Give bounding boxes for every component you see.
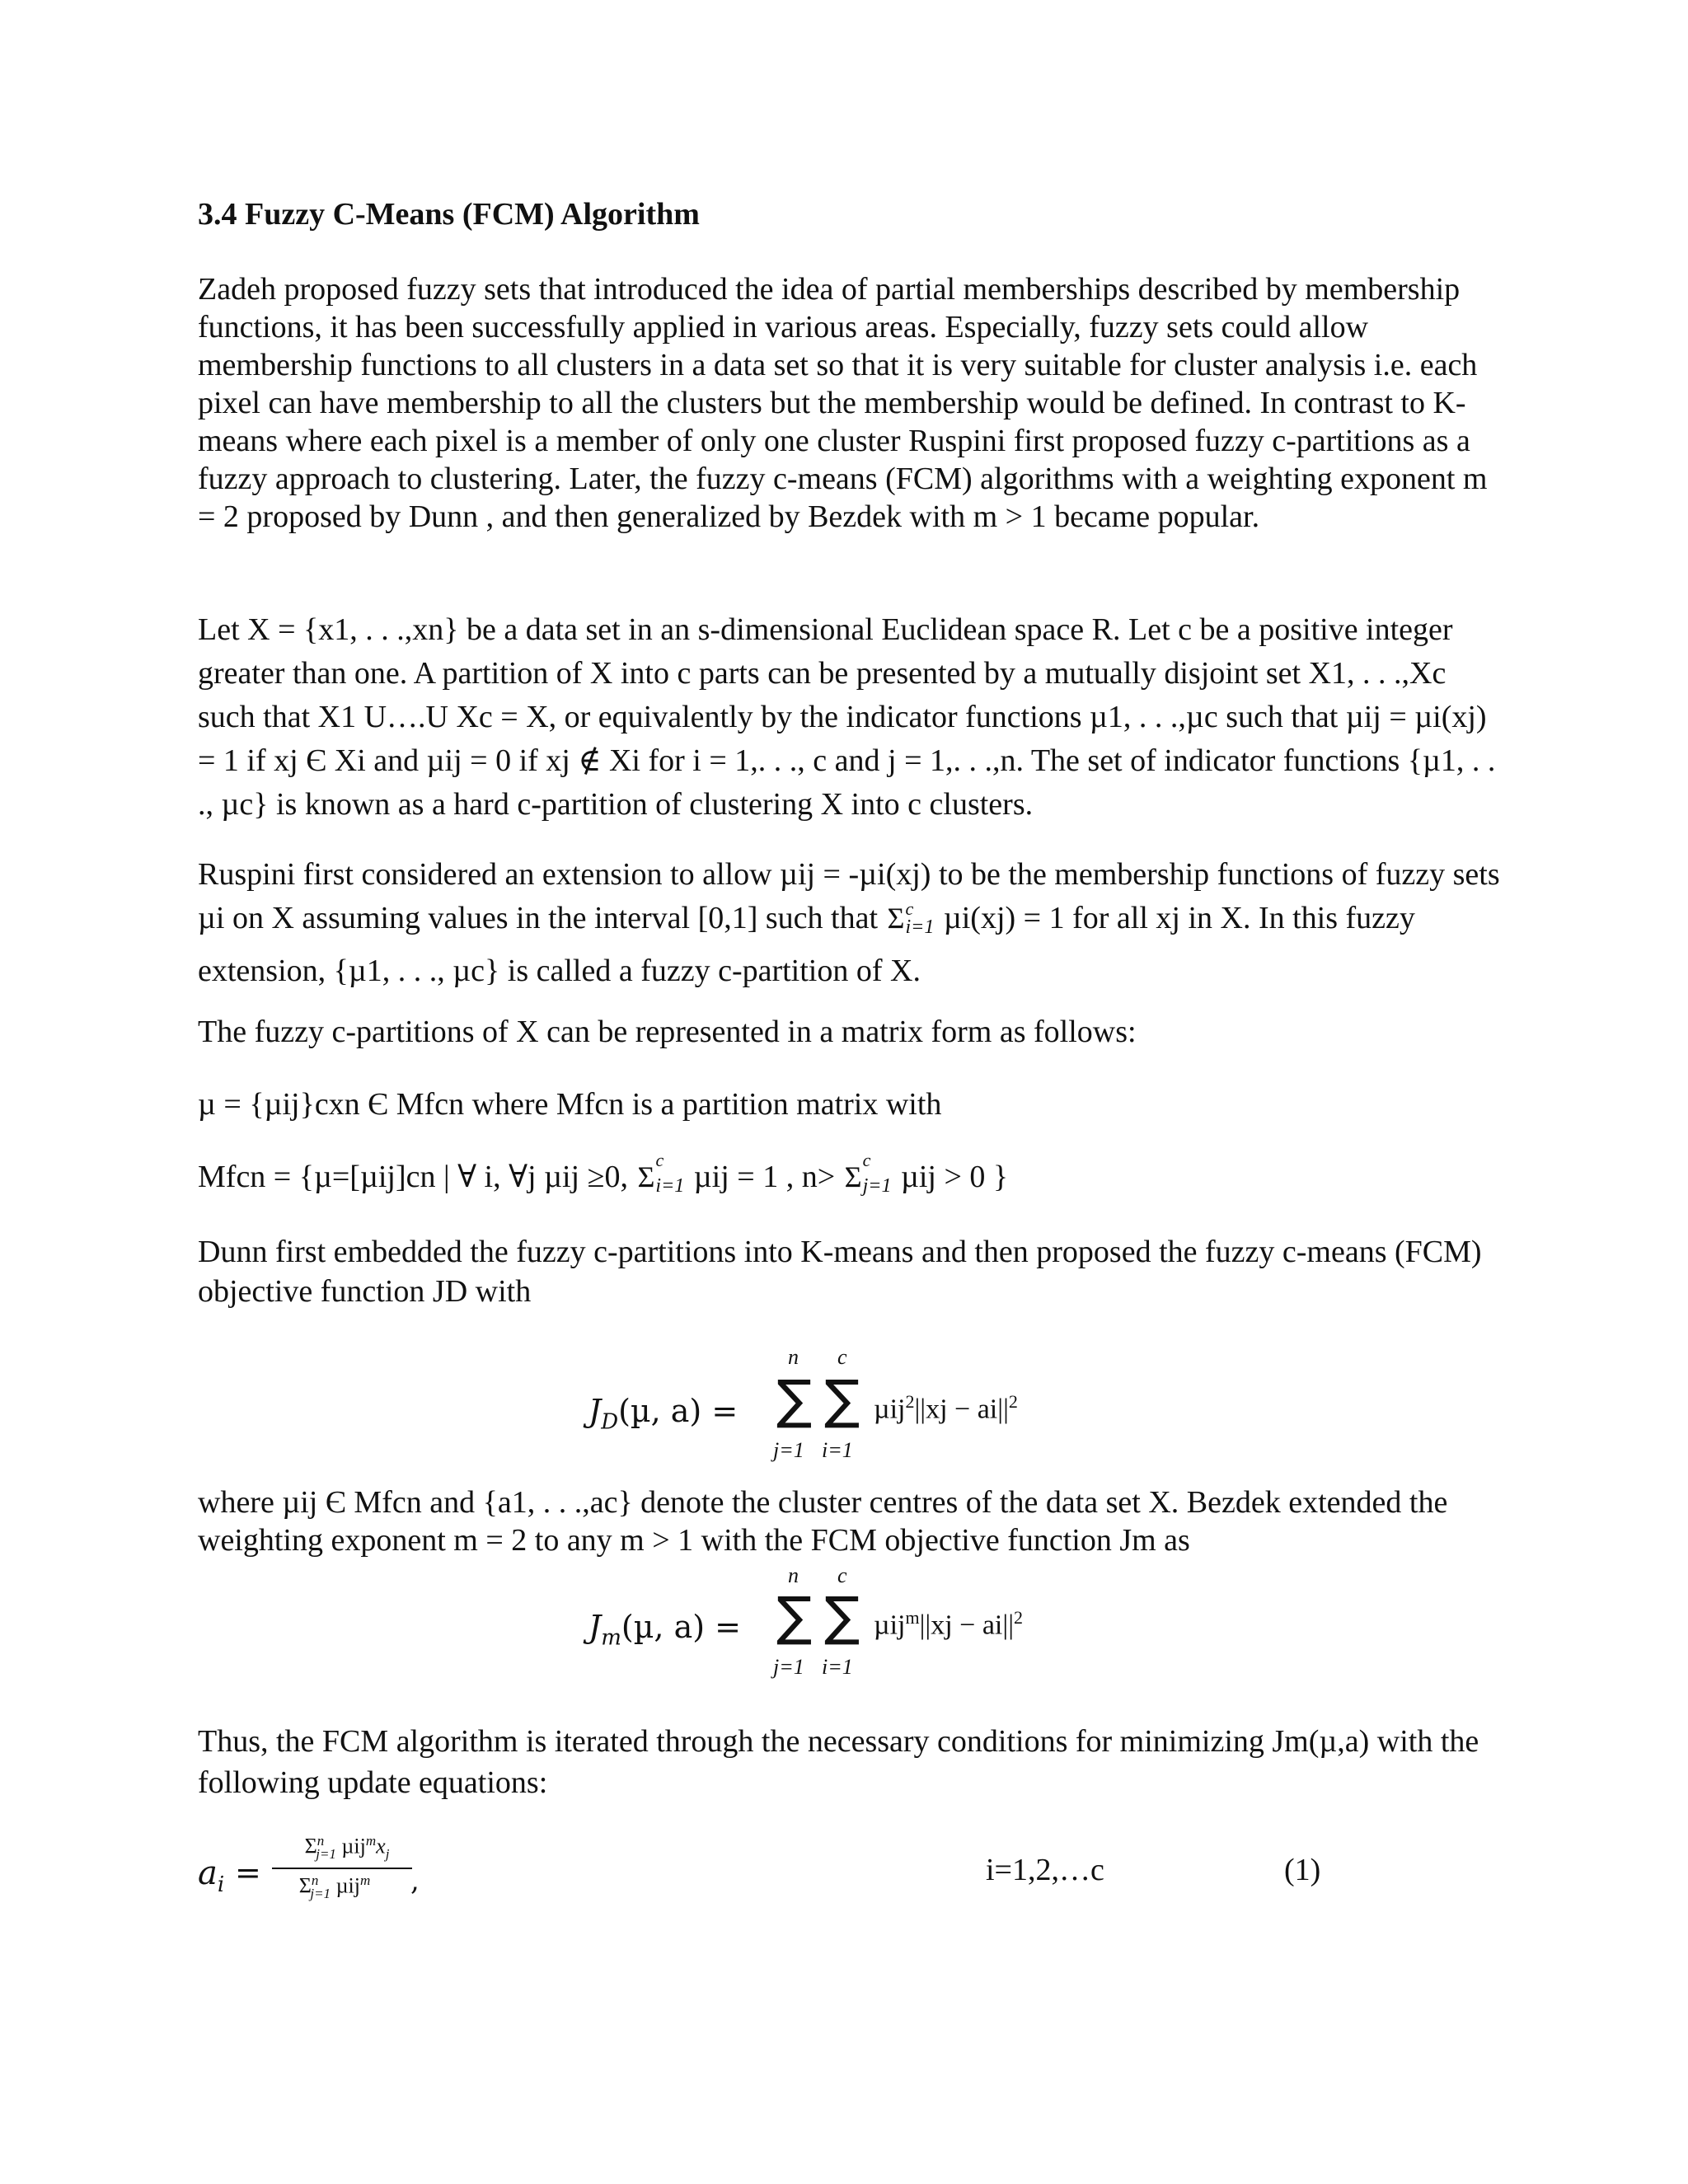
equation-lhs: $J_m(\mu$, a) = (588, 1609, 741, 1651)
section-heading: 3.4 Fuzzy C-Means (FCM) Algorithm (198, 197, 700, 232)
paragraph-dunn: Dunn first embedded the fuzzy c-partitions into K-means and then proposed the fuzzy c-means (FCM) objective function JD with (198, 1235, 1482, 1309)
paragraph-intro: Zadeh proposed fuzzy sets that introduced the idea of partial memberships described by membership functions, it has been successfully applied in various areas. Especially, fuzzy sets could allow membership functions to all clusters in a data set so that it is very suitable for cluster analysis i.e. each pixel can have membership to all the clusters but the membership would be defined. In contrast to K-means where each pixel is a member of only one cluster Ruspini first proposed fuzzy c-partitions as a fuzzy approach to clustering. Later, the fuzzy c-means (FCM) algorithms with a weighting exponent m = 2 proposed by Dunn , and then generalized by Bezdek with m > 1 became popular. (198, 272, 1488, 534)
text-run: µi(xj) = 1 for all xj in X. In this fuzzy extension, {µ1, . . ., µc} is called a fuzzy c-partition of X. (198, 901, 1415, 988)
sum-lower-limit: i=1 (655, 1175, 685, 1197)
outer-sum-upper: n (788, 1563, 799, 1587)
text-run: µij > 0 } (893, 1160, 1009, 1194)
matrix-form-line: The fuzzy c-partitions of X can be represented in a matrix form as follows: (198, 1015, 1137, 1049)
summation-inline: $\Sigma_{j=1}$ c (844, 1150, 892, 1197)
inner-sum-upper: c (837, 1563, 847, 1587)
fraction-numerator: $\Sigma^n_{j=1}$ $\mu ij^mx_j$ (304, 1833, 390, 1862)
outer-sigma: ∑ (776, 1370, 813, 1431)
outer-sum-lower: j=1 (773, 1655, 804, 1679)
text-run: Ruspini first considered an extension to allow µij = -µi(xj) to be the membership functions of fuzzy sets µi on X assuming values in the interval [0,1] such that (198, 857, 1500, 935)
outer-sigma: ∑ (776, 1586, 813, 1647)
sum-upper-limit: c (905, 898, 914, 919)
inner-sigma: ∑ (824, 1370, 860, 1431)
inner-sum-upper: c (837, 1345, 847, 1369)
mu-definition-line: µ = {µij}cxn Є Mfcn where Mfcn is a partition matrix with (198, 1087, 942, 1122)
equation-body: $\mu ij^m||xj - ai||^2$ (874, 1607, 1023, 1641)
equation-lhs: $a_i$ (198, 1854, 225, 1897)
inner-sum-lower: i=1 (822, 1438, 853, 1462)
sum-lower-limit: i=1 (905, 916, 935, 938)
outer-sum-lower: j=1 (773, 1438, 804, 1462)
paragraph-bezdek: where µij Є Mfcn and {a1, . . .,ac} denote the cluster centres of the data set X. Bezdek extended the weighting exponent m = 2 to any m > 1 with the FCM objective function Jm as (198, 1485, 1448, 1558)
equation-lhs: $J_D(\mu$, a) = (588, 1393, 738, 1435)
equation-comma: , (410, 1864, 420, 1897)
equation-number: (1) (1284, 1853, 1321, 1887)
summation-inline: $\Sigma_{i=1}$ c (637, 1150, 685, 1197)
sum-lower-limit: j=1 (862, 1175, 892, 1197)
paragraph-fuzzy-partition (198, 853, 1500, 993)
inner-sum-lower: i=1 (822, 1655, 853, 1679)
index-range: i=1,2,…c (986, 1853, 1104, 1887)
paragraph-update: Thus, the FCM algorithm is iterated through the necessary conditions for minimizing Jm(µ,a) with the following update equations: (198, 1724, 1479, 1800)
outer-sum-upper: n (788, 1345, 799, 1369)
mfcn-definition-line (198, 1150, 1009, 1197)
text-run: µij = 1 , n> (686, 1160, 843, 1194)
fraction-bar (272, 1868, 412, 1869)
inner-sigma: ∑ (824, 1586, 860, 1647)
equation-body: $\mu ij^2||xj - ai||^2$ (874, 1391, 1018, 1425)
fraction-denominator: $\Sigma^n_{j=1}$ µij$^m$ (298, 1872, 371, 1901)
text-run: Mfcn = {µ=[µij]cn | ∀ i, ∀j µij ≥0, (198, 1160, 636, 1194)
equals-sign: = (235, 1854, 261, 1891)
summation-inline: $\Sigma_{i=1}$ c (886, 897, 936, 949)
sum-upper-limit: c (655, 1150, 664, 1170)
paragraph-hard-partition: Let X = {x1, . . .,xn} be a data set in an s-dimensional Euclidean space R. Let c be a positive integer greater than one. A partition of X into c parts can be presented by a mutually disjoint set X1, . . .,Xc such that X1 U….U Xc = X, or equivalently by the indicator functions µ1, . . .,µc such that µij = µi(xj) = 1 if xj Є Xi and µij = 0 if xj ∉ Xi for i = 1,. . ., c and j = 1,. . .,n. The set of indicator functions {µ1, . . ., µc} is known as a hard c-partition of clustering X into c clusters. (198, 612, 1496, 822)
sum-upper-limit: c (862, 1150, 871, 1170)
